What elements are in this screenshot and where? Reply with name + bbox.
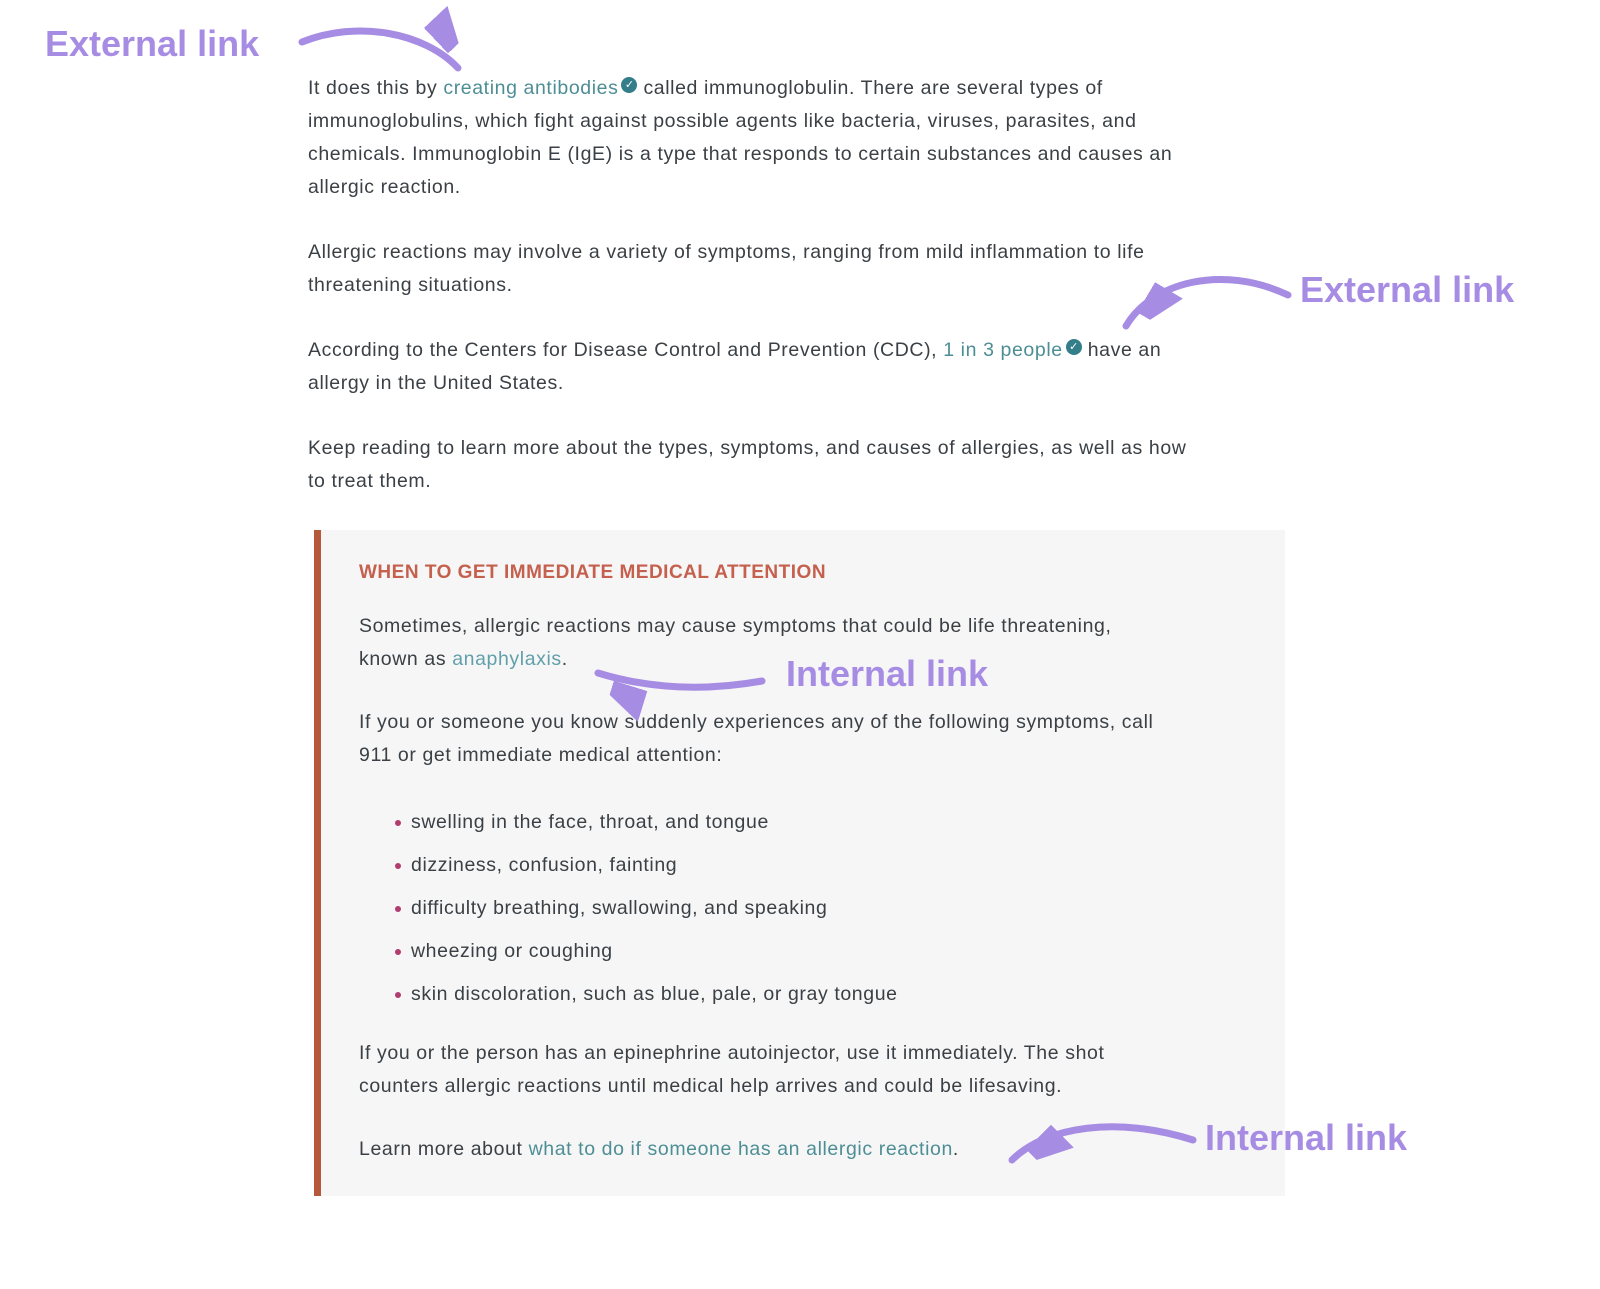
text-segment: According to the Centers for Disease Control and Prevention (CDC), — [308, 339, 944, 361]
text-line: If you or someone you know suddenly experiences any of the following symptoms, call — [359, 711, 1154, 733]
symptom-text: skin discoloration, such as blue, pale, or gray tongue — [411, 983, 898, 1005]
text-line: allergy in the United States. — [308, 372, 564, 394]
bullet-icon — [395, 820, 401, 826]
annotation-internal-link-label-2: Internal link — [1205, 1117, 1408, 1158]
callout-box — [314, 530, 1285, 1196]
symptom-list-item — [359, 978, 1245, 1011]
external-link-1-in-3-people[interactable]: 1 in 3 people — [943, 339, 1063, 361]
bullet-icon — [395, 906, 401, 912]
callout-paragraph-epinephrine — [359, 1037, 1245, 1103]
text-line: If you or the person has an epinephrine autoinjector, use it immediately. The shot — [359, 1042, 1105, 1064]
symptom-text: dizziness, confusion, fainting — [411, 854, 678, 876]
text-segment: have an — [1081, 339, 1162, 361]
paragraph-reactions — [308, 236, 1288, 302]
text-line: 911 or get immediate medical attention: — [359, 744, 723, 766]
verified-source-icon: ✓ — [1066, 339, 1082, 355]
bullet-icon — [395, 949, 401, 955]
bullet-icon — [395, 992, 401, 998]
text-line — [308, 72, 1288, 105]
annotation-external-link-label-2: External link — [1300, 269, 1515, 310]
text-segment: called immunoglobulin. There are several types of — [637, 77, 1103, 99]
arrow-to-external-link-1 — [302, 31, 458, 68]
text-line: Keep reading to learn more about the types, symptoms, and causes of allergies, as well as how — [308, 437, 1187, 459]
text-segment: . — [561, 648, 568, 670]
text-segment: known as — [359, 648, 453, 670]
symptom-list-item — [359, 849, 1245, 882]
annotation-internal-link-label-1: Internal link — [786, 653, 989, 694]
callout-paragraph-call-911 — [359, 706, 1245, 772]
paragraph-keep-reading — [308, 432, 1288, 498]
symptom-list — [359, 806, 1245, 1011]
text-line — [308, 334, 1288, 367]
internal-link-allergic-reaction[interactable]: what to do if someone has an allergic reaction — [528, 1138, 953, 1160]
callout-heading: WHEN TO GET IMMEDIATE MEDICAL ATTENTION — [359, 562, 827, 583]
symptom-list-item — [359, 892, 1245, 925]
verified-source-icon: ✓ — [621, 77, 637, 93]
callout-paragraph-learn-more — [359, 1133, 1245, 1166]
text-line: counters allergic reactions until medical help arrives and could be lifesaving. — [359, 1075, 1063, 1097]
paragraph-antibodies — [308, 72, 1288, 204]
text-segment: . — [952, 1138, 959, 1160]
symptom-list-item — [359, 935, 1245, 968]
article-body — [308, 72, 1288, 1196]
text-line: threatening situations. — [308, 274, 513, 296]
text-line — [359, 1133, 1245, 1166]
text-line: Sometimes, allergic reactions may cause symptoms that could be life threatening, — [359, 615, 1112, 637]
text-segment: It does this by — [308, 77, 444, 99]
text-line: to treat them. — [308, 470, 432, 492]
text-line: chemicals. Immunoglobin E (IgE) is a type that responds to certain substances and causes an — [308, 143, 1173, 165]
text-segment: Learn more about — [359, 1138, 529, 1160]
paragraph-cdc — [308, 334, 1288, 400]
symptom-text: wheezing or coughing — [411, 940, 613, 962]
bullet-icon — [395, 863, 401, 869]
text-line: Allergic reactions may involve a variety of symptoms, ranging from mild inflammation to life — [308, 241, 1145, 263]
internal-link-anaphylaxis[interactable]: anaphylaxis — [452, 648, 562, 670]
symptom-text: swelling in the face, throat, and tongue — [411, 811, 769, 833]
text-line: immunoglobulins, which fight against possible agents like bacteria, viruses, parasites, and — [308, 110, 1137, 132]
external-link-creating-antibodies[interactable]: creating antibodies — [443, 77, 619, 99]
annotation-external-link-label-1: External link — [45, 23, 260, 64]
symptom-text: difficulty breathing, swallowing, and speaking — [411, 897, 828, 919]
symptom-list-item — [359, 806, 1245, 839]
text-line: allergic reaction. — [308, 176, 461, 198]
